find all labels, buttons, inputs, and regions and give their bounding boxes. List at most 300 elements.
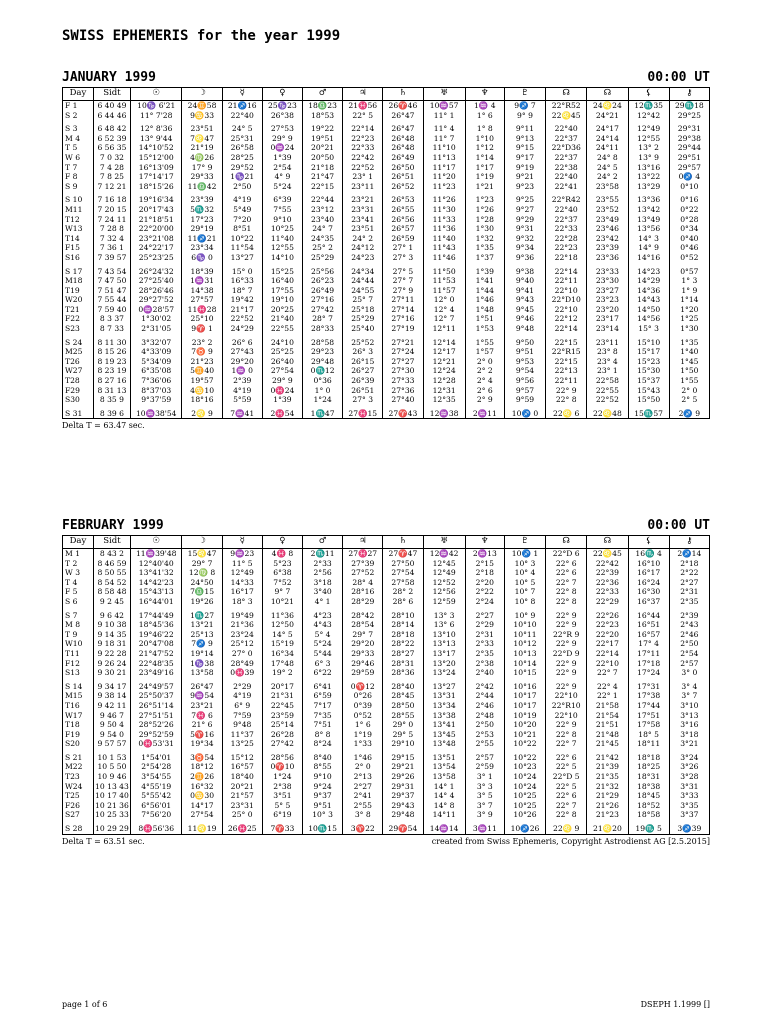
position-cell: 23° 1 [587, 366, 628, 376]
position-cell: 12°11 [423, 324, 465, 334]
day-cell: S13 [63, 668, 94, 678]
position-cell: 3♉54 [182, 753, 222, 763]
position-cell: 21♌20 [587, 824, 628, 834]
position-cell: 20°17'43 [130, 205, 182, 215]
position-cell: 1°26 [465, 205, 504, 215]
position-cell: 5♊40 [182, 366, 222, 376]
position-cell: 5♏32 [182, 205, 222, 215]
day-cell: S30 [63, 395, 94, 405]
position-cell: 7°52 [262, 578, 302, 588]
day-cell: S 28 [63, 824, 94, 834]
position-cell: 24°10 [262, 338, 302, 348]
position-cell: 2° 0 [343, 762, 383, 772]
position-cell: 9°32 [504, 234, 545, 244]
position-cell: 14° 9 [628, 243, 669, 253]
position-cell: 2°40 [465, 668, 504, 678]
position-cell: 22° 1 [587, 691, 628, 701]
day-cell: S 6 [63, 597, 94, 607]
position-cell: 23° 2 [182, 338, 222, 348]
column-header: ♅ [423, 536, 465, 549]
position-cell: 22°40 [546, 124, 587, 134]
sidereal-time-cell: 8 46 59 [93, 559, 130, 569]
position-cell: 18°12 [182, 762, 222, 772]
sidereal-time-cell: 7 28 8 [93, 224, 130, 234]
table-row [63, 357, 710, 367]
position-cell: 10° 9 [504, 611, 545, 621]
position-cell: 3°28 [669, 772, 709, 782]
position-cell: 20°21 [303, 143, 343, 153]
position-cell: 23°55 [587, 195, 628, 205]
position-cell: 25°14 [262, 720, 302, 730]
position-cell: 13°13 [423, 639, 465, 649]
position-cell: 1°55 [465, 338, 504, 348]
position-cell: 18♎23 [303, 101, 343, 111]
position-cell: 0°28 [669, 215, 709, 225]
position-cell: 22° 8 [546, 587, 587, 597]
table-row [63, 824, 710, 834]
sidereal-time-cell: 7 24 11 [93, 215, 130, 225]
position-cell: 13° 9 [628, 153, 669, 163]
position-cell: 23°51 [182, 124, 222, 134]
position-cell: 7°55 [262, 205, 302, 215]
position-cell: 24° 7 [303, 224, 343, 234]
position-cell: 29° 7 [343, 630, 383, 640]
position-cell: 21°23 [182, 357, 222, 367]
position-cell: 24° 2 [587, 172, 628, 182]
position-cell: 23°21 [182, 701, 222, 711]
position-cell: 3° 7 [669, 691, 709, 701]
sidereal-time-cell: 8 39 6 [93, 409, 130, 419]
position-cell: 26°28 [262, 730, 302, 740]
position-cell: 0♒28'57 [130, 305, 182, 315]
position-cell: 13°16 [628, 163, 669, 173]
sidereal-time-cell: 9 30 21 [93, 668, 130, 678]
position-cell: 11°33 [423, 215, 465, 225]
position-cell: 22°23 [343, 134, 383, 144]
position-cell: 22°15 [546, 357, 587, 367]
column-header: ♂ [303, 88, 343, 101]
position-cell: 1♒ 0 [222, 366, 262, 376]
position-cell: 29°20 [343, 639, 383, 649]
position-cell: 17°14'17 [130, 172, 182, 182]
position-cell: 26°58 [222, 143, 262, 153]
position-cell: 22°12 [546, 314, 587, 324]
position-cell: 1° 3 [669, 276, 709, 286]
position-cell: 21°32 [587, 782, 628, 792]
position-cell: 27°36 [383, 386, 423, 396]
position-cell: 17°24 [628, 668, 669, 678]
column-header: ☉ [130, 88, 182, 101]
sidereal-time-cell: 10 1 53 [93, 753, 130, 763]
position-cell: 10° 4 [504, 568, 545, 578]
position-cell: 10°11 [504, 630, 545, 640]
table-row [63, 682, 710, 692]
position-cell: 7°51 [303, 720, 343, 730]
position-cell: 26°52 [383, 182, 423, 192]
position-cell: 22°11 [546, 376, 587, 386]
position-cell: 19°46'22 [130, 630, 182, 640]
position-cell: 14°42'23 [130, 578, 182, 588]
position-cell: 22°10 [546, 711, 587, 721]
position-cell: 3° 5 [465, 791, 504, 801]
position-cell: 9°45 [504, 305, 545, 315]
table-row [63, 791, 710, 801]
position-cell: 23°39 [587, 243, 628, 253]
sidereal-time-cell: 10 13 43 [95, 781, 129, 791]
sidereal-time-cell: 9 10 38 [93, 620, 130, 630]
position-cell: 2°27 [669, 578, 709, 588]
column-header: ☊ [546, 536, 587, 549]
day-cell: T25 [63, 791, 94, 801]
position-cell: 22° 6 [546, 568, 587, 578]
position-cell: 22♌48 [587, 409, 628, 419]
position-cell: 22°58 [587, 376, 628, 386]
position-cell: 15♌47 [182, 549, 222, 559]
position-cell: 7♉ 9 [182, 347, 222, 357]
position-cell: 21°58 [587, 701, 628, 711]
table-row [63, 101, 710, 111]
position-cell: 11♓28 [182, 305, 222, 315]
position-cell: 2°27 [465, 611, 504, 621]
table-row [63, 234, 710, 244]
position-cell: 1° 6 [343, 720, 383, 730]
position-cell: 7♎15 [182, 587, 222, 597]
column-header: ♀ [262, 88, 302, 101]
table-row [63, 366, 710, 376]
position-cell: 27°21 [383, 338, 423, 348]
position-cell: 10♐ 0 [504, 409, 545, 419]
position-cell: 13° 3 [423, 611, 465, 621]
table-row [63, 730, 710, 740]
table-row [63, 739, 710, 749]
position-cell: 13°54 [423, 762, 465, 772]
position-cell: 24°44 [343, 276, 383, 286]
day-cell: T 4 [63, 578, 94, 588]
position-cell: 21°35 [587, 772, 628, 782]
table-row [63, 143, 710, 153]
position-cell: 1°35 [465, 243, 504, 253]
position-cell: 6°59 [303, 691, 343, 701]
sidereal-time-cell: 10 21 36 [95, 800, 129, 810]
day-cell: T19 [63, 286, 94, 296]
position-cell: 2°31 [465, 630, 504, 640]
document-code: DSEPH 1.1999 [] [640, 1000, 710, 1009]
day-cell: F26 [63, 801, 94, 811]
position-cell: 23° 8 [587, 347, 628, 357]
position-cell: 23°46 [587, 224, 628, 234]
sidereal-time-cell: 7 8 25 [93, 172, 130, 182]
position-cell: 4° 9 [262, 172, 302, 182]
sidereal-time-cell: 10 17 40 [95, 791, 129, 801]
position-cell: 9°25 [504, 195, 545, 205]
position-cell: 5°59 [222, 395, 262, 405]
month-name: FEBRUARY 1999 [62, 518, 164, 533]
position-cell: 7°56'20 [130, 810, 182, 820]
sidereal-time-cell: 8 15 26 [93, 347, 130, 357]
position-cell: 15°25 [262, 267, 302, 277]
position-cell: 12°28 [423, 376, 465, 386]
position-cell: 10° 7 [504, 587, 545, 597]
day-cell: W13 [63, 224, 94, 234]
position-cell: 29°33 [182, 172, 222, 182]
position-cell: 2°39 [222, 376, 262, 386]
position-cell: 9♋33 [182, 111, 222, 121]
position-cell: 13°58 [182, 668, 222, 678]
position-cell: 9°11 [504, 124, 545, 134]
sidereal-time-cell: 6 44 46 [93, 111, 130, 121]
position-cell: 27° 9 [383, 286, 423, 296]
position-cell: 27°51'51 [130, 711, 182, 721]
sidereal-time-cell: 9 34 17 [93, 682, 130, 692]
table-row [63, 801, 710, 811]
position-cell: 16°44'01 [130, 597, 182, 607]
position-cell: 11° 7 [423, 134, 465, 144]
position-cell: 9°48 [504, 324, 545, 334]
position-cell: 1° 6 [465, 111, 504, 121]
position-cell: 16°33 [222, 276, 262, 286]
position-cell: 22°40 [546, 205, 587, 215]
table-row [63, 276, 710, 286]
position-cell: 25°31 [222, 134, 262, 144]
position-cell: 27♈47 [383, 549, 423, 559]
position-cell: 22°52 [222, 314, 262, 324]
position-cell: 12♏35 [628, 101, 669, 111]
column-header: Day [63, 88, 94, 101]
position-cell: 2°43 [669, 620, 709, 630]
position-cell: 11°13 [423, 153, 465, 163]
day-cell: T23 [63, 772, 94, 782]
position-cell: 21°31 [262, 691, 302, 701]
position-cell: 2°31 [669, 587, 709, 597]
day-cell: S 31 [63, 409, 94, 419]
position-cell: 21°54 [587, 711, 628, 721]
position-cell: 21♐16 [222, 101, 262, 111]
position-cell: 12°49 [628, 124, 669, 134]
position-cell: 23°36 [587, 253, 628, 263]
sidereal-time-cell: 9 54 0 [93, 730, 130, 740]
position-cell: 2°57 [465, 753, 504, 763]
position-cell: 3♒11 [465, 824, 504, 834]
position-cell: 21°42 [587, 753, 628, 763]
position-cell: 27°57 [182, 295, 222, 305]
position-cell: 0°46 [669, 243, 709, 253]
position-cell: 1°57 [465, 347, 504, 357]
column-header: ♄ [383, 536, 423, 549]
position-cell: 23°49'16 [130, 668, 182, 678]
position-cell: 27°58 [383, 578, 423, 588]
position-cell: 6°22 [303, 668, 343, 678]
position-cell: 10° 5 [504, 578, 545, 588]
position-cell: 22° 9 [546, 720, 587, 730]
position-cell: 25°13 [182, 630, 222, 640]
position-cell: 2° 0 [465, 357, 504, 367]
position-cell: 9°19 [504, 163, 545, 173]
position-cell: 20°17 [262, 682, 302, 692]
position-cell: 1°46 [343, 753, 383, 763]
table-row [63, 134, 710, 144]
position-cell: 22°23 [587, 620, 628, 630]
position-cell: 17°44'49 [130, 611, 182, 621]
position-cell: 27°54 [182, 810, 222, 820]
position-cell: 28° 4 [343, 578, 383, 588]
position-cell: 11°36 [423, 224, 465, 234]
position-cell: 21°47 [303, 172, 343, 182]
position-cell: 11♌19 [182, 824, 222, 834]
position-cell: 7°36'06 [130, 376, 182, 386]
position-cell: 26♈46 [383, 101, 423, 111]
position-cell: 25°52 [343, 338, 383, 348]
position-cell: 29°59 [343, 668, 383, 678]
position-cell: 4°55'19 [130, 782, 182, 792]
position-cell: 2♏11 [303, 549, 343, 559]
position-cell: 22°37 [546, 215, 587, 225]
ephemeris-table [62, 87, 710, 419]
position-cell: 2°38 [262, 782, 302, 792]
position-cell: 7♒41 [222, 409, 262, 419]
position-cell: 10°20 [504, 720, 545, 730]
position-cell: 21°26 [587, 801, 628, 811]
position-cell: 22°D36 [546, 143, 587, 153]
position-cell: 1°30'02 [130, 314, 182, 324]
position-cell: 14°36 [628, 286, 669, 296]
position-cell: 3♐39 [669, 824, 709, 834]
position-cell: 10°12 [504, 639, 545, 649]
position-cell: 22°52 [343, 163, 383, 173]
table-row [63, 267, 710, 277]
table-row [63, 782, 710, 792]
position-cell: 13°29 [628, 182, 669, 192]
position-cell: 19°14 [182, 649, 222, 659]
position-cell: 6♑ 0 [182, 253, 222, 263]
position-cell: 28°22 [383, 639, 423, 649]
position-cell: 2° 2 [465, 366, 504, 376]
position-cell: 7°17 [303, 701, 343, 711]
column-header: ☉ [130, 536, 182, 549]
position-cell: 7♓ 6 [182, 711, 222, 721]
position-cell: 9°40 [504, 276, 545, 286]
position-cell: 10♑ 6'21 [130, 101, 182, 111]
position-cell: 1°39 [262, 395, 302, 405]
position-cell: 22°45 [262, 701, 302, 711]
sidereal-time-cell: 8 3 37 [93, 314, 130, 324]
position-cell: 1♑21 [222, 172, 262, 182]
position-cell: 1♑38 [182, 659, 222, 669]
position-cell: 21°45 [587, 739, 628, 749]
position-cell: 21♓56 [343, 101, 383, 111]
position-cell: 1°17 [465, 163, 504, 173]
position-cell: 13°41'32 [130, 568, 182, 578]
column-header: ☿ [222, 88, 262, 101]
position-cell: 11°26 [423, 195, 465, 205]
time-label: 00:00 UT [647, 518, 710, 533]
position-cell: 27° 5 [383, 267, 423, 277]
position-cell: 15♏57 [628, 409, 669, 419]
position-cell: 8°37'03 [130, 386, 182, 396]
position-cell: 27°54 [383, 568, 423, 578]
position-cell: 10°14 [504, 659, 545, 669]
table-row [63, 215, 710, 225]
position-cell: 5°49 [222, 205, 262, 215]
position-cell: 24° 2 [343, 234, 383, 244]
position-cell: 2°48 [465, 711, 504, 721]
position-cell: 27°50 [383, 559, 423, 569]
position-cell: 18°40 [222, 772, 262, 782]
position-cell: 2°35 [669, 597, 709, 607]
position-cell: 0°36 [303, 376, 343, 386]
position-cell: 28°16 [343, 587, 383, 597]
position-cell: 19♏ 5 [628, 824, 669, 834]
position-cell: 1°37 [465, 253, 504, 263]
position-cell: 18°38 [628, 782, 669, 792]
position-cell: 21°18'51 [130, 215, 182, 225]
position-cell: 28°45 [383, 691, 423, 701]
position-cell: 22°36 [587, 578, 628, 588]
position-cell: 25°10 [182, 314, 222, 324]
position-cell: 22°10 [546, 305, 587, 315]
position-cell: 19° 2 [262, 668, 302, 678]
position-cell: 22° 5 [546, 762, 587, 772]
position-cell: 0°10 [669, 182, 709, 192]
table-row [63, 324, 710, 334]
position-cell: 25° 0 [222, 810, 262, 820]
position-cell: 22°14 [587, 649, 628, 659]
table-row [63, 253, 710, 263]
time-label: 00:00 UT [647, 70, 710, 85]
position-cell: 12°50 [262, 620, 302, 630]
position-cell: 0°22 [669, 205, 709, 215]
position-cell: 2°38 [465, 659, 504, 669]
position-cell: 22♌ 6 [546, 409, 587, 419]
position-cell: 29°52 [222, 163, 262, 173]
position-cell: 11°23 [423, 182, 465, 192]
position-cell: 29°43 [383, 801, 423, 811]
position-cell: 25° 7 [343, 295, 383, 305]
position-cell: 26° 3 [343, 347, 383, 357]
position-cell: 12° 8'36 [130, 124, 182, 134]
position-cell: 22° 4 [587, 682, 628, 692]
position-cell: 28°58 [303, 338, 343, 348]
position-cell: 9°51 [303, 801, 343, 811]
position-cell: 26°39 [343, 376, 383, 386]
position-cell: 2°59 [465, 762, 504, 772]
position-cell: 12°14 [423, 338, 465, 348]
position-cell: 29° 9 [262, 134, 302, 144]
day-cell: F19 [63, 730, 94, 740]
position-cell: 4°19 [222, 386, 262, 396]
position-cell: 6°41 [303, 682, 343, 692]
position-cell: 26°49 [383, 153, 423, 163]
column-header: ⚸ [628, 536, 669, 549]
position-cell: 5°55'42 [130, 791, 182, 801]
position-cell: 9°59 [504, 395, 545, 405]
position-cell: 29°21 [383, 762, 423, 772]
day-cell: M11 [63, 205, 94, 215]
position-cell: 13°49 [628, 215, 669, 225]
position-cell: 22°15 [303, 182, 343, 192]
position-cell: 25°12 [222, 639, 262, 649]
sidereal-time-cell: 9 42 11 [93, 701, 130, 711]
position-cell: 6°19 [262, 810, 302, 820]
position-cell: 23° 4 [587, 357, 628, 367]
position-cell: 2°54 [262, 163, 302, 173]
position-cell: 1°25 [669, 314, 709, 324]
position-cell: 13° 2 [628, 143, 669, 153]
position-cell: 24°17 [587, 124, 628, 134]
position-cell: 14° 3 [628, 234, 669, 244]
table-row [63, 386, 710, 396]
sidereal-time-cell: 8 54 52 [93, 578, 130, 588]
position-cell: 21°19 [182, 143, 222, 153]
